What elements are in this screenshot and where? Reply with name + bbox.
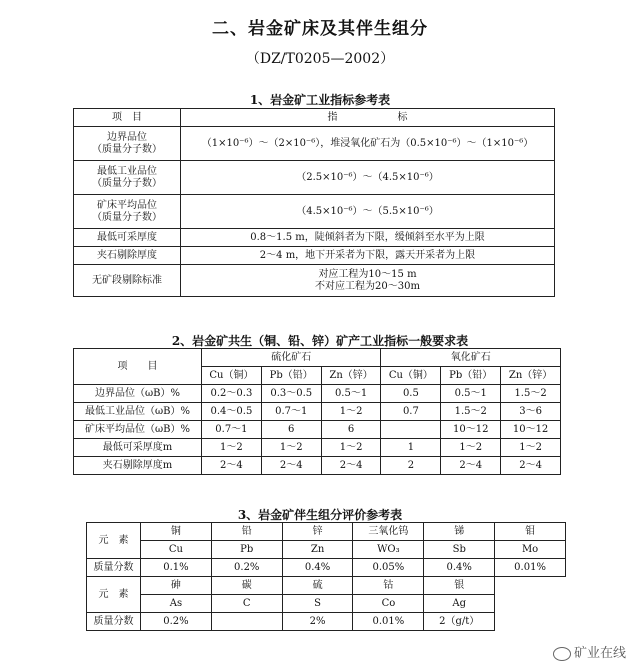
cell: 1 (381, 439, 441, 457)
element-symbol: Sb (424, 541, 495, 559)
subheader-cell: Pb（铅） (261, 367, 321, 385)
cell: 1～2 (321, 403, 381, 421)
cell: 0.7 (381, 403, 441, 421)
element-symbol: Mo (495, 541, 566, 559)
cell (211, 613, 282, 631)
table3-caption: 3、岩金矿伴生组分评价参考表 (237, 508, 403, 522)
cell: 0.5～1 (441, 385, 501, 403)
table-header-cell: 指 标 (181, 109, 555, 127)
cell: 1～2 (441, 439, 501, 457)
subheader-cell: Pb（铅） (441, 367, 501, 385)
row-label: 元 素 (87, 577, 141, 613)
cell: 6 (321, 421, 381, 439)
cell: 1～2 (321, 439, 381, 457)
cell: 0.7～1 (202, 421, 262, 439)
cell: 6 (261, 421, 321, 439)
table-header-cell: 项 目 (74, 109, 181, 127)
watermark-text: 矿业在线 (573, 646, 626, 661)
page-title: 二、岩金矿床及其伴生组分 (212, 19, 428, 39)
cell: 10～12 (501, 421, 561, 439)
cell: 2 (381, 457, 441, 475)
table-header-row (74, 109, 555, 127)
element-symbol: As (141, 595, 212, 613)
table-row (87, 577, 566, 595)
table-row (74, 403, 561, 421)
cell: 0.05% (353, 559, 424, 577)
table-row (74, 229, 555, 247)
row-value: （2.5×10⁻⁶）～（4.5×10⁻⁶） (181, 161, 555, 195)
element-symbol: WO₃ (353, 541, 424, 559)
table-row (87, 559, 566, 577)
row-item: 最低可采厚度m (74, 439, 202, 457)
element-name: 钼 (495, 523, 566, 541)
cell: 1～2 (202, 439, 262, 457)
row-label: 元 素 (87, 523, 141, 559)
cell: 0.01% (353, 613, 424, 631)
cell: 0.01% (495, 559, 566, 577)
row-item: 最低工业品位 （质量分子数） (74, 161, 181, 195)
cell: 2～4 (441, 457, 501, 475)
element-name: 三氧化钨 (353, 523, 424, 541)
cell: 0.4% (424, 559, 495, 577)
subheader-cell: Zn（锌） (321, 367, 381, 385)
table-row (74, 161, 555, 195)
table-row (74, 265, 555, 297)
cell: 2（g/t） (424, 613, 495, 631)
element-symbol: Ag (424, 595, 495, 613)
row-value: 2～4 m，地下开采者为下限，露天开采者为上限 (181, 247, 555, 265)
group-header: 硫化矿石 (202, 349, 381, 367)
table-row (87, 613, 566, 631)
row-label: 质量分数 (87, 613, 141, 631)
cell: 2～4 (202, 457, 262, 475)
cell: 2～4 (261, 457, 321, 475)
table-row (74, 421, 561, 439)
table-header-cell: 项 目 (74, 349, 202, 385)
watermark (553, 642, 626, 661)
cell (495, 613, 566, 631)
cell (381, 421, 441, 439)
table-row (74, 385, 561, 403)
row-value: 0.8～1.5 m，陡倾斜者为下限，缓倾斜至水平为上限 (181, 229, 555, 247)
table-row (74, 457, 561, 475)
table1 (73, 108, 555, 297)
subheader-cell: Cu（铜） (202, 367, 262, 385)
cell: 1～2 (261, 439, 321, 457)
element-name: 砷 (141, 577, 212, 595)
subheader-cell: Cu（铜） (381, 367, 441, 385)
cell: 0.2% (141, 613, 212, 631)
row-item: 夹石剔除厚度 (74, 247, 181, 265)
element-symbol: Cu (141, 541, 212, 559)
element-symbol: Co (353, 595, 424, 613)
cell: 2～4 (501, 457, 561, 475)
table-header-row (74, 349, 561, 367)
cell: 2～4 (321, 457, 381, 475)
group-header: 氧化矿石 (381, 349, 561, 367)
standard-code: （DZ/T0205—2002） (245, 51, 395, 67)
row-value: 对应工程为10～15 m 不对应工程为20～30m (181, 265, 555, 297)
cell: 2% (282, 613, 353, 631)
cell: 0.2～0.3 (202, 385, 262, 403)
row-item: 最低工业品位（ωB）% (74, 403, 202, 421)
table2-caption: 2、岩金矿共生（铜、铅、锌）矿产工业指标一般要求表 (171, 334, 469, 348)
cell: 0.1% (141, 559, 212, 577)
wechat-icon (553, 647, 571, 661)
cell: 3～6 (501, 403, 561, 421)
table-row (87, 523, 566, 541)
element-name: 碳 (211, 577, 282, 595)
table-row (87, 595, 566, 613)
element-name: 锑 (424, 523, 495, 541)
table2 (73, 348, 561, 475)
cell: 1.5～2 (441, 403, 501, 421)
table3 (86, 522, 566, 631)
element-symbol: S (282, 595, 353, 613)
element-name: 锌 (282, 523, 353, 541)
cell: 1～2 (501, 439, 561, 457)
table-row (74, 439, 561, 457)
cell: 0.5～1 (321, 385, 381, 403)
element-name: 硫 (282, 577, 353, 595)
element-name: 银 (424, 577, 495, 595)
element-symbol (495, 595, 566, 613)
row-value: （1×10⁻⁶）～（2×10⁻⁶），堆浸氧化矿石为（0.5×10⁻⁶）～（1×10⁻⁶） (181, 127, 555, 161)
cell: 0.4～0.5 (202, 403, 262, 421)
element-symbol: Zn (282, 541, 353, 559)
element-name: 铜 (141, 523, 212, 541)
cell: 0.5 (381, 385, 441, 403)
element-symbol: C (211, 595, 282, 613)
row-item: 边界品位（ωB）% (74, 385, 202, 403)
row-item: 夹石剔除厚度m (74, 457, 202, 475)
cell: 0.3～0.5 (261, 385, 321, 403)
cell: 1.5～2 (501, 385, 561, 403)
element-name: 铅 (211, 523, 282, 541)
subheader-cell: Zn（锌） (501, 367, 561, 385)
table-row (74, 127, 555, 161)
table-row (74, 195, 555, 229)
element-name (495, 577, 566, 595)
row-value: （4.5×10⁻⁶）～（5.5×10⁻⁶） (181, 195, 555, 229)
row-item: 无矿段剔除标准 (74, 265, 181, 297)
element-name: 钴 (353, 577, 424, 595)
row-item: 矿床平均品位（ωB）% (74, 421, 202, 439)
row-item: 最低可采厚度 (74, 229, 181, 247)
table-row (74, 247, 555, 265)
row-item: 边界品位 （质量分子数） (74, 127, 181, 161)
row-item: 矿床平均品位 （质量分子数） (74, 195, 181, 229)
cell: 10～12 (441, 421, 501, 439)
element-symbol: Pb (211, 541, 282, 559)
cell: 0.4% (282, 559, 353, 577)
row-label: 质量分数 (87, 559, 141, 577)
cell: 0.2% (211, 559, 282, 577)
table-row (87, 541, 566, 559)
table1-caption: 1、岩金矿工业指标参考表 (249, 93, 391, 107)
cell: 0.7～1 (261, 403, 321, 421)
